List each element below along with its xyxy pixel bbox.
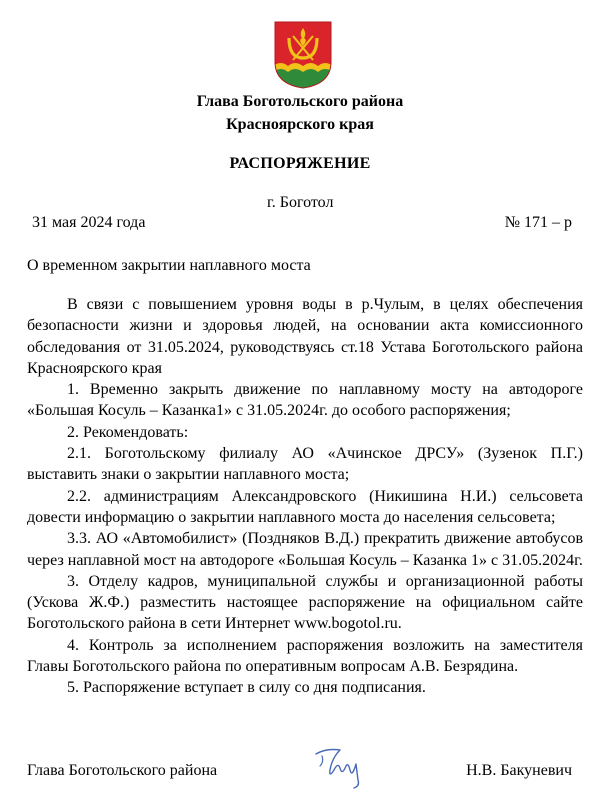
coat-of-arms-emblem xyxy=(273,20,333,90)
issuer-title: Глава Боготольского района xyxy=(196,93,404,110)
body-paragraph: 3. Отделу кадров, муниципальной службы и организационной работы (Ускова Ж.Ф.) разместить настоящее распоряжение на официальном сайте Боготольского района в сети Интернет www.bogotol.ru. xyxy=(27,572,583,633)
body-paragraph: 5. Распоряжение вступает в силу со дня подписания. xyxy=(67,679,426,697)
body-paragraph: 4. Контроль за исполнением распоряжения возложить на заместителя Главы Боготольского района по оперативным вопросам А.В. Безрядина. xyxy=(27,636,583,676)
issuer-region: Красноярского края xyxy=(226,116,374,133)
signatory-name: Н.В. Бакуневич xyxy=(466,762,572,779)
signatory-title: Глава Боготольского района xyxy=(27,762,218,779)
handwritten-signature xyxy=(310,740,380,792)
body-paragraph: В связи с повышением уровня воды в р.Чулым, в целях обеспечения безопасности жизни и здоровья людей, на основании акта комиссионного обследования от 31.05.2024, руководствуясь ст.18 Устава Боготольского района Красноярского края xyxy=(27,296,583,377)
document-body xyxy=(27,294,583,699)
body-paragraph: 1. Временно закрыть движение по наплавному мосту на автодороге «Большая Косуль – Казанка1» с 31.05.2024г. до особого распоряжения; xyxy=(27,381,583,420)
body-paragraph: 2.1. Боготольскому филиалу АО «Ачинское ДРСУ» (Зузенок П.Г.) выставить знаки о закрытии наплавного моста; xyxy=(27,445,583,484)
body-paragraph: 2.2. администрациям Александровского (Никишина Н.И.) сельсовета довести информацию о закрытии наплавного моста до населения сельсовета; xyxy=(27,487,583,526)
document-date: 31 мая 2024 года xyxy=(32,214,146,231)
document-type: РАСПОРЯЖЕНИЕ xyxy=(229,155,371,172)
body-paragraph: 3.3. АО «Автомобилист» (Поздняков В.Д.) прекратить движение автобусов через наплавной мост на автодороге «Большая Косуль – Казанка 1» с 31.05.2024г. xyxy=(27,530,583,569)
body-paragraph: 2. Рекомендовать: xyxy=(67,423,189,441)
document-number: № 171 – р xyxy=(504,214,572,231)
document-subject: О временном закрытии наплавного моста xyxy=(27,257,311,274)
document-city: г. Боготол xyxy=(267,194,334,211)
